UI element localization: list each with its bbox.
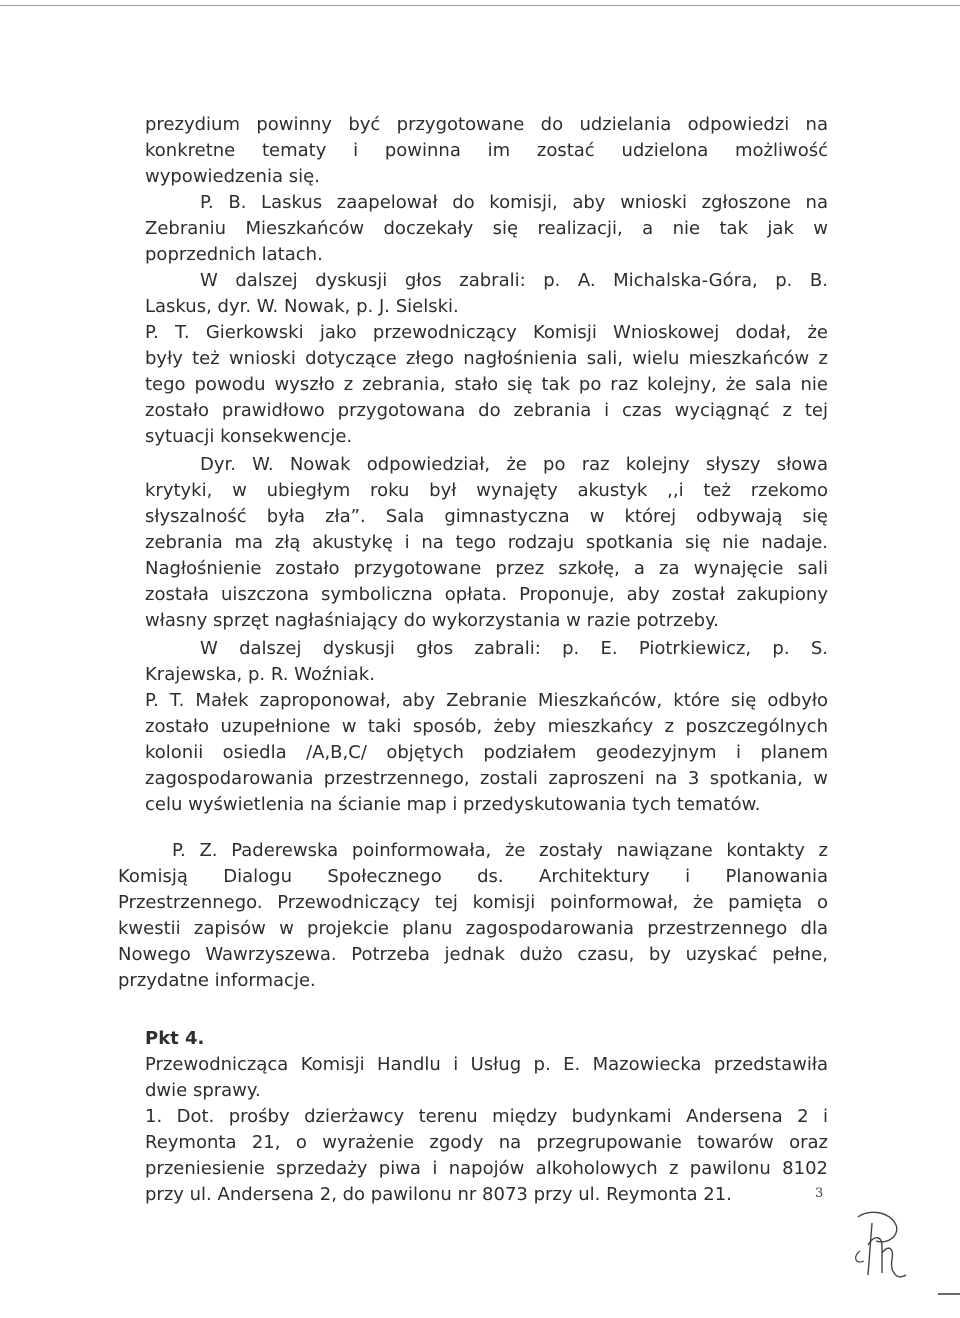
margin-mark <box>938 1293 960 1295</box>
text-line: Laskus, dyr. W. Nowak, p. J. Sielski. <box>145 296 459 317</box>
text-line: P. Z. Paderewska poinformowała, że zostały nawiązane kontakty z <box>172 840 828 861</box>
text-line: konkretne tematy i powinna im zostać udzielona możliwość <box>145 140 828 161</box>
text-line: własny sprzęt nagłaśniający do wykorzystania w razie potrzeby. <box>145 610 719 631</box>
text-line: zostało prawidłowo przygotowana do zebrania i czas wyciągnąć z tej <box>145 400 828 421</box>
text-line: krytyki, w ubiegłym roku był wynajęty akustyk ,,i też rzekomo <box>145 480 828 501</box>
text-line: P. T. Małek zaproponował, aby Zebranie Mieszkańców, które się odbyło <box>145 690 828 711</box>
text-line: P. T. Gierkowski jako przewodniczący Komisji Wnioskowej dodał, że <box>145 322 828 343</box>
text-line: przydatne informacje. <box>118 970 316 991</box>
handwritten-signature <box>838 1205 910 1297</box>
text-line: P. B. Laskus zaapelował do komisji, aby wnioski zgłoszone na <box>200 192 828 213</box>
text-line: Nowego Wawrzyszewa. Potrzeba jednak dużo czasu, by uzyskać pełne, <box>118 944 828 965</box>
text-line: 1. Dot. prośby dzierżawcy terenu między budynkami Andersena 2 i <box>145 1106 828 1127</box>
text-line: tego powodu wyszło z zebrania, stało się tak po raz kolejny, że sala nie <box>145 374 828 395</box>
text-line: Reymonta 21, o wyrażenie zgody na przegrupowanie towarów oraz <box>145 1132 828 1153</box>
text-line: prezydium powinny być przygotowane do udzielania odpowiedzi na <box>145 114 828 135</box>
text-line: zebrania ma złą akustykę i na tego rodzaju spotkania się nie nadaje. <box>145 532 828 553</box>
section-heading: Pkt 4. <box>145 1028 205 1049</box>
text-line: Przestrzennego. Przewodniczący tej komisji poinformował, że pamięta o <box>118 892 828 913</box>
text-line: W dalszej dyskusji głos zabrali: p. A. Michalska-Góra, p. B. <box>200 270 828 291</box>
text-line: przy ul. Andersena 2, do pawilonu nr 8073 przy ul. Reymonta 21. <box>145 1184 732 1205</box>
text-line: celu wyświetlenia na ścianie map i przedyskutowania tych tematów. <box>145 794 761 815</box>
text-line: W dalszej dyskusji głos zabrali: p. E. Piotrkiewicz, p. S. <box>200 638 828 659</box>
text-line: sytuacji konsekwencje. <box>145 426 353 447</box>
text-line: Przewodnicząca Komisji Handlu i Usług p. E. Mazowiecka przedstawiła <box>145 1054 828 1075</box>
text-line: dwie sprawy. <box>145 1080 261 1101</box>
text-line: poprzednich latach. <box>145 244 323 265</box>
text-line: Krajewska, p. R. Woźniak. <box>145 664 375 685</box>
text-line: Zebraniu Mieszkańców doczekały się realizacji, a nie tak jak w <box>145 218 828 239</box>
text-line: słyszalność była zła”. Sala gimnastyczna w której odbywają się <box>145 506 828 527</box>
text-line: Dyr. W. Nowak odpowiedział, że po raz kolejny słyszy słowa <box>200 454 828 475</box>
text-line: zagospodarowania przestrzennego, zostali zaproszeni na 3 spotkania, w <box>145 768 828 789</box>
text-line: zostało uzupełnione w taki sposób, żeby mieszkańcy z poszczególnych <box>145 716 828 737</box>
text-line: były też wnioski dotyczące złego nagłośnienia sali, wielu mieszkańców z <box>145 348 828 369</box>
text-line: przeniesienie sprzedaży piwa i napojów alkoholowych z pawilonu 8102 <box>145 1158 828 1179</box>
page-number: 3 <box>815 1186 824 1201</box>
text-line: kwestii zapisów w projekcie planu zagospodarowania przestrzennego dla <box>118 918 828 939</box>
text-line: kolonii osiedla /A,B,C/ objętych podziałem geodezyjnym i planem <box>145 742 828 763</box>
text-line: wypowiedzenia się. <box>145 166 320 187</box>
text-line: została uiszczona symboliczna opłata. Proponuje, aby został zakupiony <box>145 584 828 605</box>
text-line: Nagłośnienie zostało przygotowane przez szkołę, a za wynajęcie sali <box>145 558 828 579</box>
text-line: Komisją Dialogu Społecznego ds. Architektury i Planowania <box>118 866 828 887</box>
